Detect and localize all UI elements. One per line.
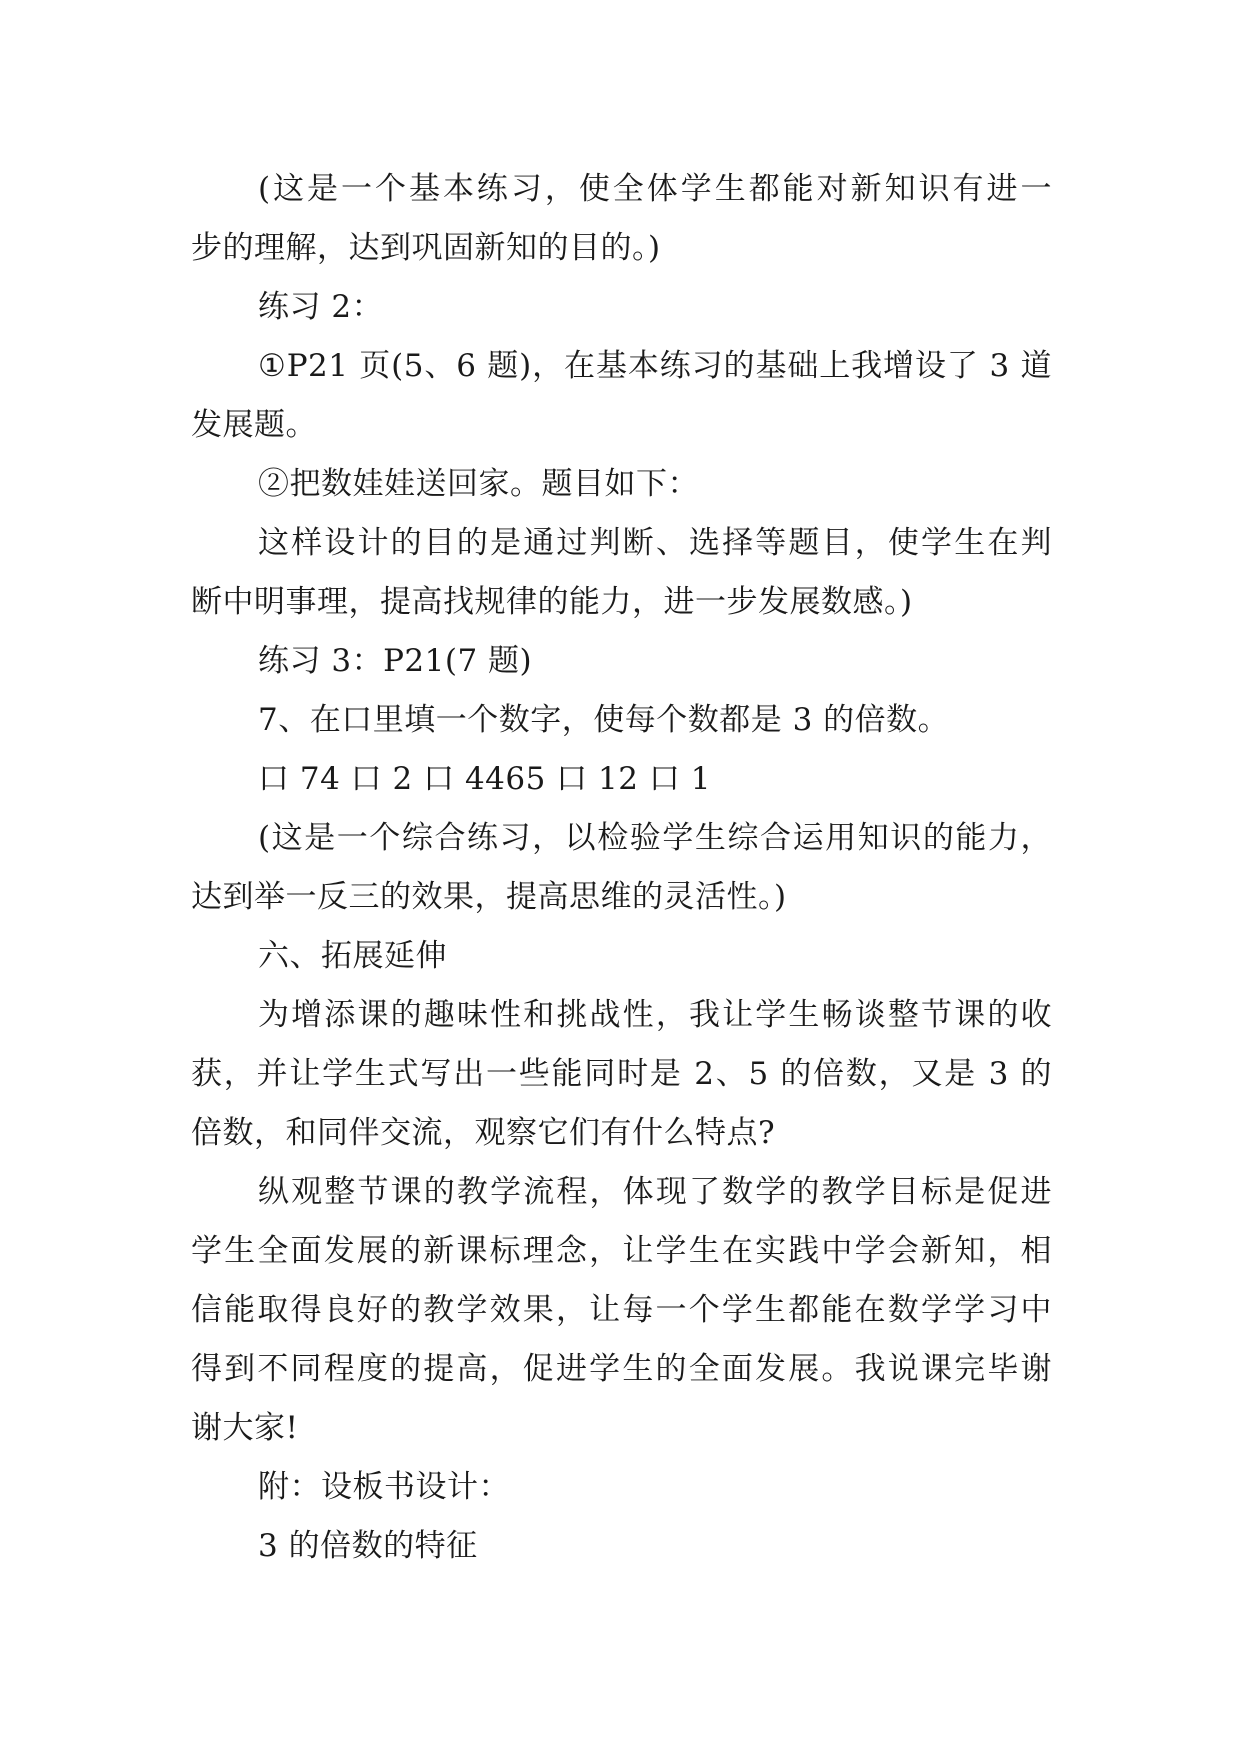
paragraph-line: 口 74 口 2 口 4465 口 12 口 1 <box>258 761 711 797</box>
paragraph-line: 附：设板书设计： <box>258 1469 510 1505</box>
section-heading: 六、拓展延伸 <box>258 938 447 974</box>
paragraph-line: (这是一个综合练习，以检验学生综合运用知识的能力， <box>258 820 1052 856</box>
paragraph-line: ②把数娃娃送回家。题目如下： <box>258 466 699 502</box>
paragraph-line: 7、在口里填一个数字，使每个数都是 3 的倍数。 <box>258 702 950 738</box>
paragraph-line: 谢大家! <box>191 1410 299 1446</box>
paragraph-line: 得到不同程度的提高，促进学生的全面发展。我说课完毕谢 <box>191 1351 1052 1387</box>
paragraph-line: 信能取得良好的教学效果，让每一个学生都能在数学学习中 <box>191 1292 1052 1328</box>
paragraph-line: (这是一个基本练习，使全体学生都能对新知识有进一 <box>258 171 1052 207</box>
paragraph-line: 步的理解，达到巩固新知的目的。) <box>191 230 661 266</box>
paragraph-line: 学生全面发展的新课标理念，让学生在实践中学会新知，相 <box>191 1233 1052 1269</box>
paragraph-line: 为增添课的趣味性和挑战性，我让学生畅谈整节课的收 <box>258 997 1052 1033</box>
paragraph-line: 断中明事理，提高找规律的能力，进一步发展数感。) <box>191 584 913 620</box>
paragraph-line: 倍数，和同伴交流，观察它们有什么特点? <box>191 1115 776 1151</box>
section-heading: 练习 3：P21(7 题) <box>258 643 533 679</box>
paragraph-line: 这样设计的目的是通过判断、选择等题目，使学生在判 <box>258 525 1052 561</box>
paragraph-line: 获，并让学生式写出一些能同时是 2、5 的倍数，又是 3 的 <box>191 1056 1052 1092</box>
paragraph-line: 3 的倍数的特征 <box>258 1528 478 1564</box>
paragraph-line: 达到举一反三的效果，提高思维的灵活性。) <box>191 879 787 915</box>
section-heading: 练习 2： <box>258 289 384 325</box>
paragraph-line: 纵观整节课的教学流程，体现了数学的教学目标是促进 <box>258 1174 1052 1210</box>
paragraph-line: 发展题。 <box>191 407 317 443</box>
paragraph-line: ①P21 页(5、6 题)，在基本练习的基础上我增设了 3 道 <box>258 348 1052 384</box>
